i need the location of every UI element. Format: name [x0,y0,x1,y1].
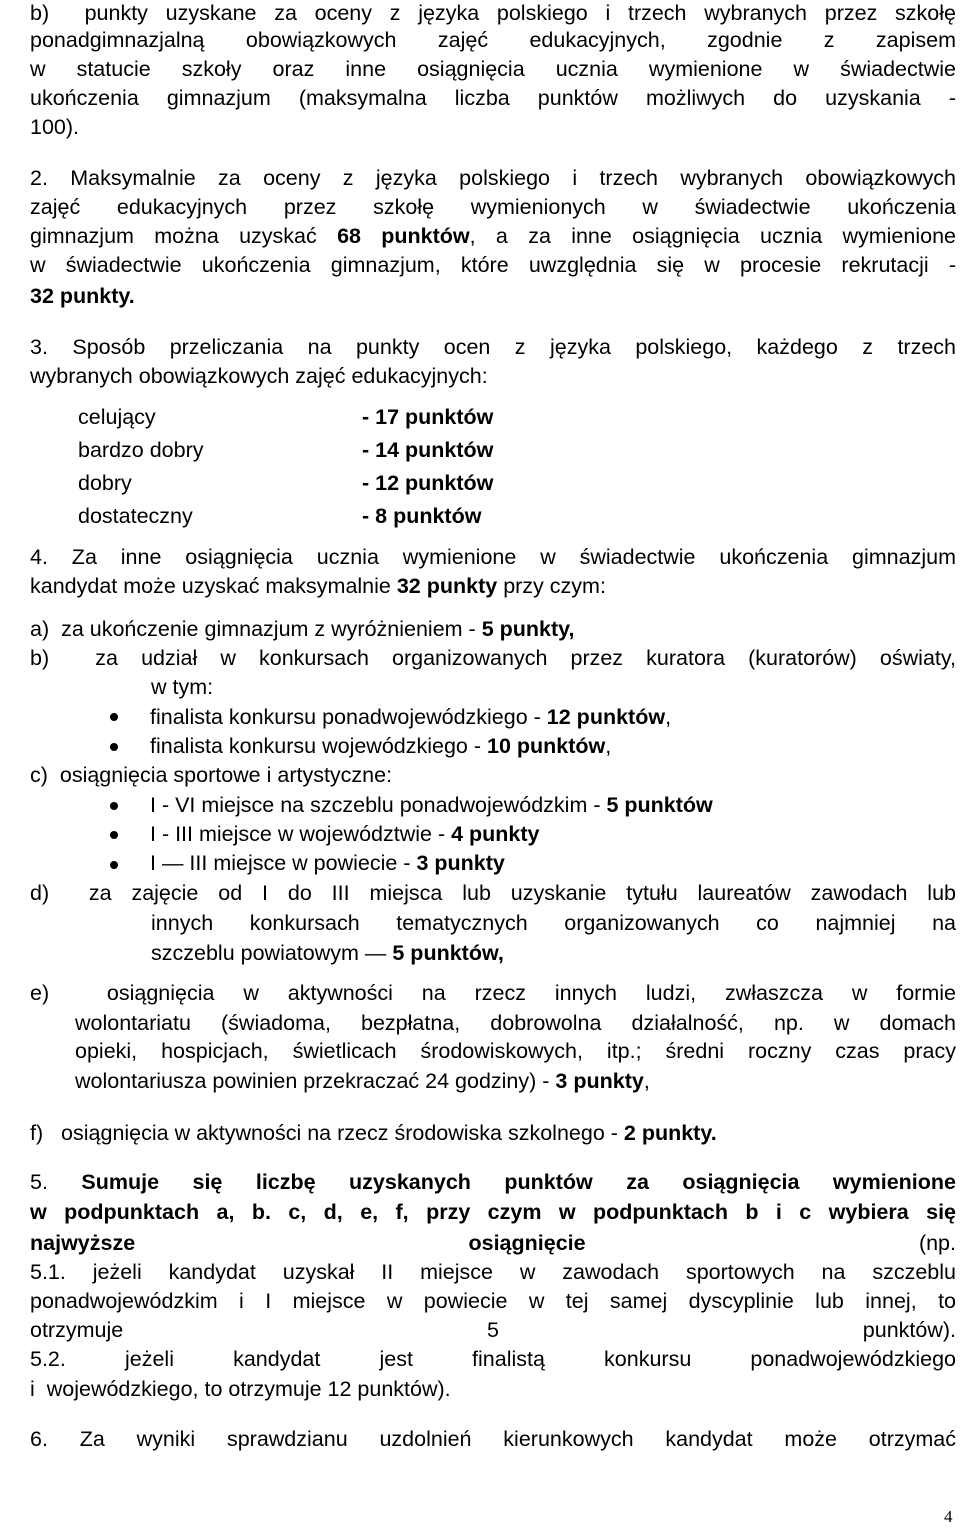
text-line [151,938,911,968]
text-line [30,192,956,222]
text-line [150,702,910,732]
bold-text: 12 punktów [546,705,666,729]
text-line [30,1197,956,1227]
text-segment: 5. [30,1170,82,1194]
bold-text: 10 punktów [487,734,606,758]
bold-text: w podpunktach a, b. c, d, e, f, przy czym w podpunktach b i c wybiera się [30,1200,956,1224]
text-segment: kandydat może uzyskać maksymalnie [30,574,397,598]
bold-text: 4 punkty [451,822,540,846]
text-segment: wolontariusza powinien przekraczać 24 godziny) - [75,1069,556,1093]
text-line [151,908,956,938]
text-line [150,848,910,878]
bold-text: 5 punkty, [481,617,575,641]
text-segment: 4. Za inne osiągnięcia ucznia wymienione w świadectwie ukończenia gimnazjum [30,545,956,569]
bold-text: 2 punkty. [623,1121,717,1145]
text-segment: 3. Sposób przeliczania na punkty ocen z języka polskiego, każdego z trzech [30,335,956,359]
text-line [30,221,956,251]
text-line [30,978,956,1008]
text-line [30,1228,956,1258]
bold-text: 32 punkty. [30,284,135,308]
text-line [30,1344,956,1374]
text-segment: I - VI miejsce na szczeblu ponadwojewódzkim - [150,793,607,817]
text-segment: 5.2. jeżeli kandydat jest finalistą konkursu ponadwojewódzkiego [30,1347,956,1371]
grade-points: - 14 punktów [362,438,494,462]
text-segment: I - III miejsce w województwie - [150,822,452,846]
text-segment: ukończenia gimnazjum (maksymalna liczba punktów możliwych do uzyskania - [30,86,956,110]
text-line [150,790,910,820]
grade-name: dostateczny [78,504,193,528]
text-segment: ponadwojewódzkim i I miejsce w powiecie w tej samej dyscyplinie lub innej, to [30,1289,956,1313]
text-segment: 100). [30,115,80,139]
text-segment: w statucie szkoły oraz inne osiągnięcia ucznia wymienione w świadectwie [30,57,956,81]
text-segment: b) za udział w konkursach organizowanych przez kuratora (kuratorów) oświaty, [30,646,956,670]
grade-name: dobry [78,471,132,495]
text-line [30,1315,956,1345]
text-segment: innych konkursach tematycznych organizowanych co najmniej na [151,911,956,935]
text-line [75,1066,835,1096]
text-segment: e) osiągnięcia w aktywności na rzecz innych ludzi, zwłaszcza w formie [30,981,956,1005]
text-segment: f) osiągnięcia w aktywności na rzecz środowiska szkolnego - [30,1121,624,1145]
page-number: 4 [944,1507,953,1526]
text-line [30,112,230,142]
text-line [30,1286,956,1316]
bold-text: 32 punkty [396,574,498,598]
text-segment: ponadgimnazjalną obowiązkowych zajęć edukacyjnych, zgodnie z zapisem [30,28,956,52]
text-segment: , [665,705,672,729]
text-line [30,1167,956,1197]
text-line [75,1008,956,1038]
bold-text: 5 punktów, [392,941,504,965]
text-line [30,542,956,572]
text-segment: 5.1. jeżeli kandydat uzyskał II miejsce w zawodach sportowych na szczeblu [30,1260,956,1284]
text-segment: w świadectwie ukończenia gimnazjum, które uwzględnia się w procesie rekrutacji - [30,253,956,277]
text-segment: (np. [585,1231,956,1255]
bold-text: 68 punktów [337,224,470,248]
text-segment: c) osiągnięcia sportowe i artystyczne: [30,763,393,787]
text-line [30,361,730,391]
bold-text: Sumuje się liczbę uzyskanych punktów za osiągnięcia wymienione [81,1170,956,1194]
text-line [30,281,230,311]
text-line [30,1257,956,1287]
text-line [30,614,790,644]
text-segment: szczeblu powiatowym — [151,941,393,965]
text-segment: i wojewódzkiego, to otrzymuje 12 punktów). [30,1377,451,1401]
text-line [30,571,790,601]
text-line [30,54,956,84]
text-line [30,760,790,790]
text-segment: 6. Za wyniki sprawdzianu uzdolnień kierunkowych kandydat może otrzymać [30,1427,956,1451]
grade-points: - 12 punktów [362,471,494,495]
text-line [75,1036,956,1066]
text-segment: finalista konkursu wojewódzkiego - [150,734,487,758]
bullet-icon [110,802,118,810]
text-segment: 2. Maksymalnie za oceny z języka polskiego i trzech wybranych obowiązkowych [30,166,956,190]
text-line [30,643,956,673]
text-line [30,1374,790,1404]
text-segment: d) za zajęcie od I do III miejsca lub uzyskanie tytułu laureatów zawodach lub [30,881,956,905]
text-line [30,878,956,908]
text-segment: zajęć edukacyjnych przez szkołę wymienionych w świadectwie ukończenia [30,195,956,219]
bold-text: najwyższe osiągnięcie [30,1231,586,1255]
text-segment: w tym: [151,675,214,699]
text-line [30,332,956,362]
bullet-icon [110,831,118,839]
text-line [30,250,956,280]
text-line [30,0,956,28]
text-segment: opieki, hospicjach, świetlicach środowiskowych, itp.; średni roczny czas pracy [75,1039,956,1063]
text-segment: wybranych obowiązkowych zajęć edukacyjnych: [30,364,488,388]
text-line [150,819,910,849]
text-segment: , a za inne osiągnięcia ucznia wymienione [469,224,956,248]
text-line [151,672,351,702]
bullet-icon [110,713,118,721]
text-segment: finalista konkursu ponadwojewódzkiego - [150,705,547,729]
bullet-icon [110,743,118,751]
text-segment: I — III miejsce w powiecie - [150,851,417,875]
text-segment: b) punkty uzyskane za oceny z języka polskiego i trzech wybranych przez szkołę [30,1,956,25]
text-line [30,1118,930,1148]
text-line [30,83,956,113]
grade-points: - 8 punktów [362,504,482,528]
bold-text: 5 punktów [606,793,713,817]
text-segment: gimnazjum można uzyskać [30,224,338,248]
text-segment: otrzymuje 5 punktów). [30,1318,956,1342]
text-line [30,25,956,55]
bold-text: 3 punkty [555,1069,644,1093]
bold-text: 3 punkty [416,851,505,875]
text-line [150,731,910,761]
text-line [30,1424,956,1454]
text-segment: , [605,734,612,758]
text-segment: , [643,1069,650,1093]
bullet-icon [110,861,118,869]
text-line [30,163,956,193]
text-segment: a) za ukończenie gimnazjum z wyróżnieniem - [30,617,482,641]
text-segment: wolontariatu (świadoma, bezpłatna, dobrowolna działalność, np. w domach [75,1011,956,1035]
grade-points: - 17 punktów [362,405,494,429]
text-segment: przy czym: [497,574,606,598]
grade-name: celujący [78,405,156,429]
grade-name: bardzo dobry [78,438,204,462]
